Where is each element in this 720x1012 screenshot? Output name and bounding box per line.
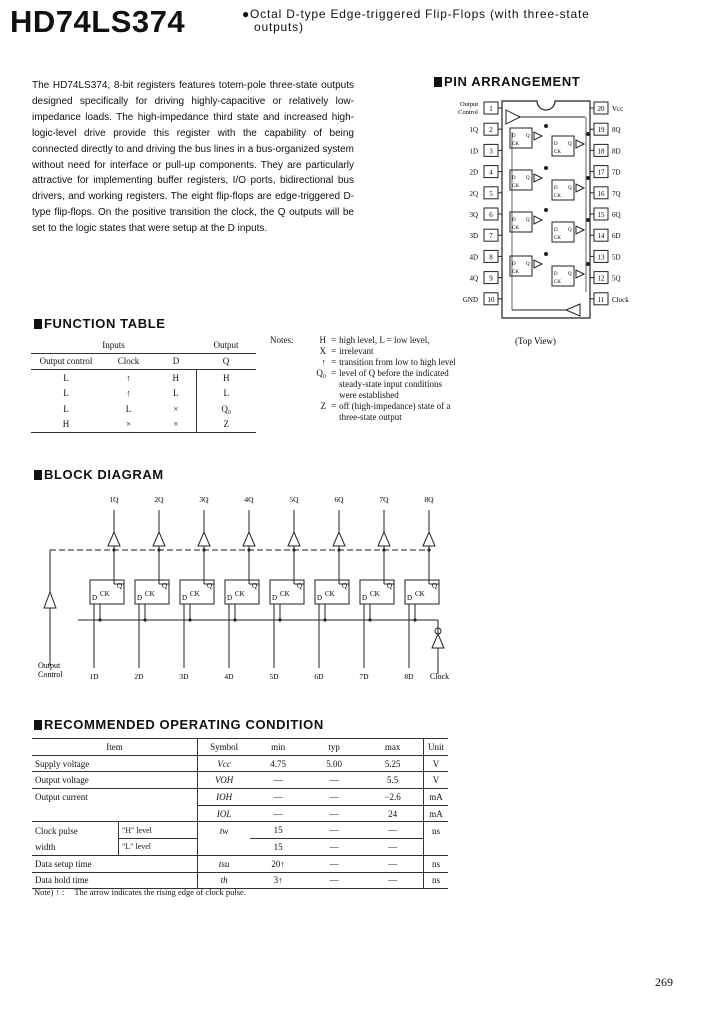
ff-q-label: Q: [207, 582, 213, 590]
input-pin-label: 2D: [134, 672, 144, 681]
pin-label: 1D: [469, 147, 478, 156]
roc-typ: —: [306, 855, 362, 872]
roc-typ: —: [306, 789, 362, 806]
ff-ck-label: CK: [280, 590, 290, 598]
input-pin-label: 6D: [314, 672, 324, 681]
pin-number: 9: [489, 274, 493, 283]
table-cell: L: [125, 403, 132, 414]
block-diagram: [30, 488, 470, 698]
table-row: [32, 839, 448, 856]
pin-number: 5: [489, 189, 493, 198]
roc-min: —: [250, 789, 306, 806]
pin-label: 7Q: [612, 189, 621, 198]
ff-q-label: Q: [387, 582, 393, 590]
ff-ck-label: CK: [235, 590, 245, 598]
ff-d-label: D: [554, 142, 558, 147]
ff-q-label: Q: [526, 134, 530, 139]
note-separator: =: [331, 346, 337, 356]
roc-item: Supply voltage: [32, 755, 198, 772]
buffer-icon: [534, 216, 542, 224]
roc-symbol: Vcc: [198, 755, 251, 772]
note-separator: =: [331, 357, 337, 367]
heading-square-icon: [434, 77, 442, 87]
input-pin-label: 5D: [269, 672, 279, 681]
table-cell: ↑: [126, 372, 131, 383]
output-control-buffer-icon: [44, 592, 56, 608]
roc-item: width: [32, 839, 119, 856]
roc-header-typ: typ: [306, 739, 362, 756]
pin-number: 15: [597, 211, 605, 219]
pin-label: 4D: [469, 253, 478, 262]
buffer-icon: [534, 132, 542, 140]
table-cell: L: [63, 403, 69, 414]
ff-ck-label: CK: [190, 590, 200, 598]
roc-typ: —: [306, 822, 362, 839]
note-symbol: H: [319, 335, 326, 345]
pin-label: 4Q: [469, 274, 478, 283]
input-pin-label: 3D: [179, 672, 189, 681]
note-text: The arrow indicates the rising edge of clock pulse.: [74, 887, 246, 897]
output-group-header: Output: [196, 337, 256, 353]
pin-number: 2: [489, 126, 493, 135]
roc-max: —: [362, 839, 424, 856]
ff-d-label: D: [227, 594, 233, 602]
col-header: Clock: [117, 356, 140, 367]
ff-ck-label: CK: [554, 236, 561, 241]
ff-q-label: Q: [526, 218, 530, 223]
ff-q-label: Q: [568, 272, 572, 277]
pin-label: GND: [462, 295, 478, 304]
ff-q-label: Q: [526, 176, 530, 181]
pin-number: 1: [489, 105, 493, 113]
junction-dot: [586, 218, 590, 222]
heading-square-icon: [34, 319, 42, 329]
output-pin-label: 5Q: [289, 495, 299, 504]
pin-number: 14: [597, 232, 605, 241]
junction-dot: [544, 124, 548, 128]
buffer-icon: [576, 226, 584, 234]
table-row: [32, 805, 448, 822]
roc-max: —: [362, 855, 424, 872]
page-number: 269: [655, 975, 673, 989]
clock-buffer-icon: [566, 304, 580, 316]
note-separator: =: [331, 368, 337, 378]
ff-d-label: D: [362, 594, 368, 602]
roc-typ: —: [306, 839, 362, 856]
roc-max: —: [362, 872, 424, 889]
part-number-title: HD74LS374: [10, 4, 186, 39]
table-cell: ×: [173, 419, 179, 430]
roc-symbol: [198, 839, 251, 856]
pin-number: 12: [597, 274, 605, 283]
function-table-heading: FUNCTION TABLE: [34, 316, 166, 331]
table-row: [32, 855, 448, 872]
function-table: [31, 337, 256, 433]
output-buffer-icon: [333, 532, 345, 546]
table-cell: L: [196, 386, 256, 402]
pin-number: 18: [597, 147, 605, 156]
roc-symbol: tsu: [198, 855, 251, 872]
note-symbol: X: [319, 346, 326, 356]
output-buffer-icon: [198, 532, 210, 546]
ff-q-label: Q: [432, 582, 438, 590]
table-cell: ×: [173, 403, 179, 414]
output-buffer-icon: [153, 532, 165, 546]
input-pin-label: 7D: [359, 672, 369, 681]
pin-number: 8: [489, 253, 493, 262]
clock-label: Clock: [430, 672, 450, 681]
junction-dot: [586, 176, 590, 180]
top-view-caption: (Top View): [515, 336, 556, 346]
pin-label: Control: [458, 109, 478, 116]
ff-d-label: D: [137, 594, 143, 602]
table-cell: L: [173, 388, 179, 399]
ff-d-label: D: [554, 272, 558, 277]
junction-dot: [337, 548, 340, 551]
heading-square-icon: [34, 470, 42, 480]
roc-item: Output voltage: [32, 772, 198, 789]
ff-d-label: D: [512, 262, 516, 267]
table-row: [31, 370, 256, 386]
roc-symbol: tw: [198, 822, 251, 839]
roc-min: 4.75: [250, 755, 306, 772]
note-symbol: ↑: [321, 357, 326, 367]
roc-header-symbol: Symbol: [198, 739, 251, 756]
ff-q-label: Q: [568, 142, 572, 147]
roc-min: —: [250, 805, 306, 822]
pin-number: 16: [597, 189, 605, 198]
table-cell: ↑: [126, 388, 131, 399]
ff-q-label: Q: [568, 228, 572, 233]
buffer-icon: [534, 260, 542, 268]
pin-label: 8Q: [612, 126, 621, 135]
roc-header-max: max: [362, 739, 424, 756]
ff-ck-label: CK: [554, 150, 561, 155]
ff-d-label: D: [272, 594, 278, 602]
roc-unit: mA: [424, 789, 448, 806]
pin-label: 7D: [612, 168, 621, 177]
ff-q-label: Q: [162, 582, 168, 590]
table-cell: L: [63, 372, 69, 383]
roc-unit: V: [424, 772, 448, 789]
roc-typ: —: [306, 872, 362, 889]
ff-q-label: Q: [342, 582, 348, 590]
ff-d-label: D: [92, 594, 98, 602]
roc-typ: —: [306, 772, 362, 789]
roc-max: —: [362, 822, 424, 839]
col-header: D: [172, 356, 180, 367]
ff-ck-label: CK: [415, 590, 425, 598]
clock-buffer-icon: [432, 634, 444, 648]
pin-label: 1Q: [469, 126, 478, 135]
ff-ck-label: CK: [100, 590, 110, 598]
roc-max: 24: [362, 805, 424, 822]
note-text: transition from low to high level: [339, 357, 456, 367]
pin-label: 5D: [612, 253, 621, 262]
note-item: [310, 368, 457, 401]
junction-dot: [292, 548, 295, 551]
ff-q-label: Q: [117, 582, 123, 590]
pin-number: 3: [489, 147, 493, 156]
col-header: Q: [222, 356, 230, 367]
output-pin-label: 3Q: [199, 495, 209, 504]
pin-arrangement-diagram: [440, 92, 640, 354]
junction-dot: [157, 548, 160, 551]
output-pin-label: 1Q: [109, 495, 119, 504]
table-row: [32, 789, 448, 806]
table-cell: ×: [125, 419, 132, 430]
pin-label: 8D: [612, 147, 621, 156]
function-table-notes: [268, 335, 457, 423]
table-row: [31, 386, 256, 402]
pin-number: 10: [487, 295, 495, 304]
roc-typ: 5.00: [306, 755, 362, 772]
note-separator: =: [331, 335, 337, 345]
description-line-1: ●Octal D-type Edge-triggered Flip-Flops (with three-state: [242, 7, 590, 21]
pin-label: Vcc: [612, 105, 624, 113]
pin-number: 20: [597, 105, 605, 113]
ff-ck-label: CK: [554, 194, 561, 199]
output-buffer-icon: [108, 532, 120, 546]
table-row: [31, 401, 256, 417]
ff-q-label: Q: [252, 582, 258, 590]
notes-label: Notes:: [270, 335, 294, 345]
note-item: [310, 346, 457, 357]
roc-unit: ns: [424, 855, 448, 872]
junction-dot: [202, 548, 205, 551]
pin-label: 6D: [612, 232, 621, 241]
output-pin-label: 6Q: [334, 495, 344, 504]
part-description: [242, 8, 590, 34]
note-symbol: Z: [320, 401, 326, 411]
input-pin-label: 4D: [224, 672, 234, 681]
pin-number: 7: [489, 232, 493, 241]
roc-unit: V: [424, 755, 448, 772]
pin-label: 6Q: [612, 211, 621, 219]
pin-number: 11: [597, 295, 605, 304]
buffer-icon: [576, 184, 584, 192]
pin-number: 4: [489, 168, 493, 177]
table-row: [32, 822, 448, 839]
output-control-label: Output: [38, 661, 61, 670]
buffer-icon: [576, 140, 584, 148]
buffer-icon: [534, 174, 542, 182]
roc-unit: ns: [424, 822, 448, 839]
table-cell: Z: [196, 417, 256, 433]
note-item: [310, 401, 457, 423]
output-buffer-icon: [423, 532, 435, 546]
roc-unit: mA: [424, 805, 448, 822]
table-cell: Q₀: [196, 401, 256, 417]
pin-number: 13: [597, 253, 605, 262]
junction-dot: [247, 548, 250, 551]
roc-min: 3↑: [250, 872, 306, 889]
table-cell: H: [196, 370, 256, 386]
junction-dot: [586, 262, 590, 266]
roc-min: 15: [250, 839, 306, 856]
ff-d-label: D: [512, 176, 516, 181]
ff-ck-label: CK: [512, 226, 519, 231]
input-pin-label: 1D: [89, 672, 99, 681]
roc-header-unit: Unit: [424, 739, 448, 756]
output-buffer-icon: [378, 532, 390, 546]
pin-number: 6: [489, 211, 493, 219]
ff-d-label: D: [182, 594, 188, 602]
recommended-table: [32, 738, 448, 889]
junction-dot: [112, 548, 115, 551]
roc-symbol: IOH: [198, 789, 251, 806]
junction-dot: [544, 252, 548, 256]
ff-d-label: D: [512, 134, 516, 139]
output-buffer-icon: [288, 532, 300, 546]
junction-dot: [586, 132, 590, 136]
input-pin-label: 8D: [404, 672, 414, 681]
roc-item: Output current: [35, 792, 88, 803]
roc-item: Clock pulse: [35, 825, 78, 836]
junction-dot: [544, 208, 548, 212]
pin-label: 2Q: [469, 189, 478, 198]
description-line-2: outputs): [254, 20, 304, 34]
junction-dot: [544, 166, 548, 170]
roc-max: 5.25: [362, 755, 424, 772]
ff-ck-label: CK: [512, 270, 519, 275]
output-buffer-icon: [243, 532, 255, 546]
block-diagram-heading: BLOCK DIAGRAM: [34, 467, 164, 482]
output-control-buffer-icon: [506, 110, 520, 124]
ff-d-label: D: [512, 218, 516, 223]
recommended-heading: RECOMMENDED OPERATING CONDITION: [34, 717, 324, 732]
roc-max: −2.6: [362, 789, 424, 806]
ff-d-label: D: [317, 594, 323, 602]
roc-symbol: VOH: [198, 772, 251, 789]
output-pin-label: 8Q: [424, 495, 434, 504]
ff-ck-label: CK: [370, 590, 380, 598]
ff-d-label: D: [407, 594, 413, 602]
ff-q-label: Q: [568, 186, 572, 191]
heading-square-icon: [34, 720, 42, 730]
ff-ck-label: CK: [512, 184, 519, 189]
recommended-note: [34, 887, 246, 897]
output-pin-label: 2Q: [154, 495, 164, 504]
table-row: [32, 755, 448, 772]
roc-typ: —: [306, 805, 362, 822]
note-text: high level, L = low level,: [339, 335, 430, 345]
intro-paragraph: The HD74LS374, 8-bit registers features totem-pole three-state outputs designed specifically for driving highly-capacitive or relatively low-impedance loads. The high-impedance third state and increased high-logic-level drive provide this register with the capability of being connected directly to and driving the bus lines in a bus-organized system without need for interface or pull-up components. They are particularly attractive for implementing buffer registers, I/O ports, bidirectional bus drivers, and working registers. The eight flip-flops are edge-triggered D-type flip-flops. On the positive transition the clock, the Q outputs will be set to the logic states that were setup at the D inputs.: [32, 80, 354, 235]
table-cell: H: [172, 372, 179, 383]
roc-min: —: [250, 772, 306, 789]
pin-label: 3Q: [469, 211, 478, 219]
note-text: level of Q before the indicated steady-state input conditions were established: [339, 368, 449, 400]
note-text: off (high-impedance) state of a three-state output: [339, 401, 451, 422]
roc-min: 15: [250, 822, 306, 839]
buffer-icon: [576, 270, 584, 278]
roc-header-item: Item: [32, 739, 198, 756]
roc-min: 20↑: [250, 855, 306, 872]
note-symbol: Q₀: [316, 368, 326, 378]
pin-label: Output: [459, 101, 478, 108]
pin-label: 2D: [469, 168, 478, 177]
roc-unit: ns: [424, 872, 448, 889]
roc-symbol: IOL: [198, 805, 251, 822]
roc-item: Data hold time: [32, 872, 198, 889]
note-label: Note) ↑ :: [34, 887, 65, 897]
pin-number: 17: [597, 168, 605, 177]
ff-ck-label: CK: [554, 280, 561, 285]
table-cell: H: [62, 419, 70, 430]
pin-number: 19: [597, 126, 605, 135]
junction-dot: [427, 548, 430, 551]
table-row: [32, 772, 448, 789]
ff-ck-label: CK: [325, 590, 335, 598]
table-row: [31, 417, 256, 433]
output-pin-label: 4Q: [244, 495, 254, 504]
roc-subitem: "L" level: [119, 839, 198, 856]
roc-subitem: "H" level: [119, 822, 198, 839]
col-header: Output control: [39, 356, 93, 367]
table-cell: L: [63, 388, 69, 399]
output-pin-label: 7Q: [379, 495, 389, 504]
pin-label: 5Q: [612, 274, 621, 283]
junction-dot: [382, 548, 385, 551]
note-item: [310, 335, 457, 346]
ff-d-label: D: [554, 228, 558, 233]
pin-label: 3D: [469, 232, 478, 241]
ff-q-label: Q: [526, 262, 530, 267]
inputs-group-header: Inputs: [31, 337, 196, 353]
roc-item: [32, 805, 198, 822]
note-item: [310, 357, 457, 368]
roc-header-min: min: [250, 739, 306, 756]
note-text: irrelevant: [339, 346, 374, 356]
output-control-label-2: Control: [38, 670, 63, 679]
roc-symbol: th: [198, 872, 251, 889]
roc-item: Data setup time: [32, 855, 198, 872]
ff-q-label: Q: [297, 582, 303, 590]
roc-max: 5.5: [362, 772, 424, 789]
note-separator: =: [331, 401, 337, 411]
ff-ck-label: CK: [512, 142, 519, 147]
pin-label: Clock: [612, 295, 629, 304]
pin-arrangement-heading: PIN ARRANGEMENT: [434, 74, 580, 89]
ff-d-label: D: [554, 186, 558, 191]
ff-ck-label: CK: [145, 590, 155, 598]
roc-unit: [424, 839, 448, 856]
